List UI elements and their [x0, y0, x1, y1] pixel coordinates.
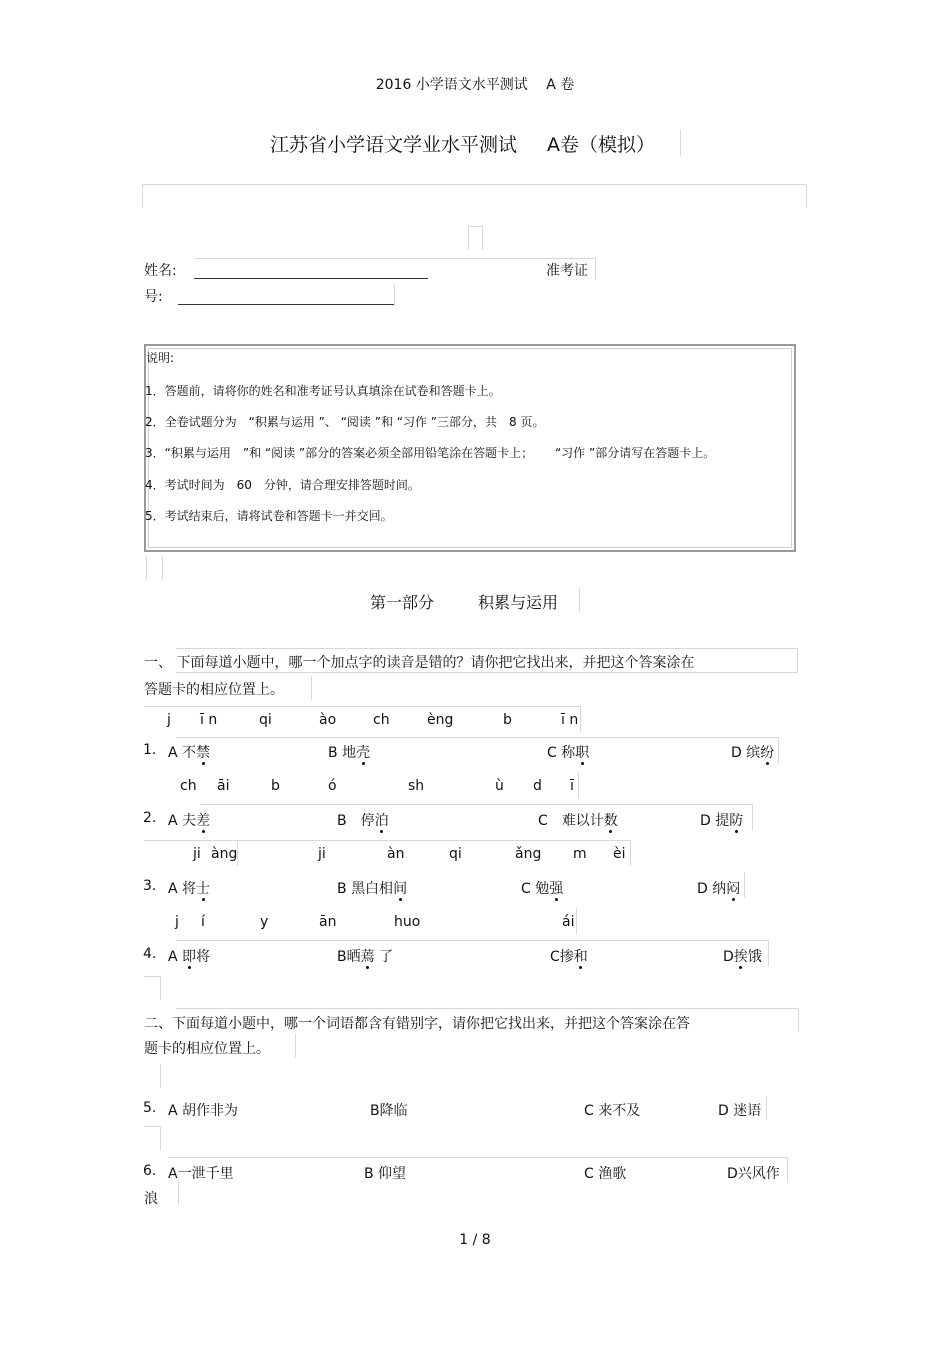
pinyin: ji — [318, 846, 326, 862]
option-letter: C — [550, 949, 560, 965]
option-text: 黑白相 — [351, 881, 394, 897]
option-a[interactable] — [168, 946, 210, 966]
option-c[interactable] — [538, 810, 618, 830]
option-letter: B — [337, 881, 347, 897]
pinyin: sh — [408, 778, 425, 794]
question-number: 1. — [143, 742, 157, 758]
option-letter: B — [337, 813, 347, 829]
pinyin: ǎng — [515, 846, 542, 862]
option-text: 称 — [561, 745, 576, 761]
option-c[interactable]: C 来不及 — [584, 1103, 641, 1119]
option-text: 不 — [182, 745, 197, 761]
option-text: 了 — [379, 949, 394, 965]
pinyin: ch — [180, 778, 197, 794]
ticket-label: 准考证 — [546, 263, 588, 279]
title-main: 江苏省小学语文学业水平测试 — [270, 134, 518, 156]
pinyin: ù — [495, 778, 504, 794]
option-letter: D — [700, 813, 711, 829]
option-text: 晒 — [346, 949, 361, 965]
pinyin: qi — [259, 712, 272, 728]
pinyin: èng — [427, 712, 454, 728]
dotted-char: 间 — [393, 881, 408, 897]
instructions-heading: 说明: — [146, 351, 175, 365]
pinyin: āi — [217, 778, 230, 794]
option-b[interactable]: B降临 — [370, 1103, 408, 1119]
option-letter: A — [168, 813, 178, 829]
part-label: 第一部分 — [370, 593, 435, 612]
option-text: 地 — [342, 745, 357, 761]
option-text: 勉 — [535, 881, 550, 897]
option-c[interactable] — [547, 742, 589, 762]
dotted-char: 和 — [573, 949, 588, 965]
option-b[interactable] — [337, 946, 393, 966]
pinyin: ch — [373, 712, 390, 728]
pinyin: b — [503, 712, 512, 728]
option-letter: B — [328, 745, 338, 761]
part-heading — [370, 590, 558, 613]
instruction-item: 4．考试时间为 60 分钟，请合理安排答题时间。 — [145, 478, 420, 492]
option-text: 掺 — [559, 949, 574, 965]
option-d[interactable]: D 迷语 — [718, 1103, 762, 1119]
option-b[interactable] — [328, 742, 370, 762]
option-c[interactable]: C 渔歌 — [584, 1166, 627, 1182]
pinyin: ào — [319, 712, 337, 728]
option-d[interactable] — [731, 742, 774, 762]
pinyin: ái — [562, 914, 575, 930]
dotted-char: 防 — [729, 813, 744, 829]
option-letter: D — [723, 949, 734, 965]
page-number: 1 / 8 — [459, 1232, 491, 1248]
option-d[interactable] — [697, 878, 740, 898]
pinyin: ji — [193, 846, 201, 862]
option-letter: D — [731, 745, 742, 761]
option-text: 缤 — [746, 745, 761, 761]
option-d[interactable]: D兴风作 — [727, 1166, 780, 1182]
option-a[interactable] — [168, 810, 210, 830]
pinyin: y — [260, 914, 269, 930]
ticket-label-cont: 号: — [144, 289, 163, 305]
name-field[interactable] — [194, 278, 428, 279]
instruction-item: 1．答题前，请将你的姓名和准考证号认真填涂在试卷和答题卡上。 — [145, 384, 501, 398]
option-letter: B — [337, 949, 347, 965]
option-b[interactable] — [337, 810, 389, 830]
pinyin: ān — [319, 914, 337, 930]
dotted-char: 闷 — [726, 881, 741, 897]
question-number: 2. — [143, 810, 157, 826]
option-text: 纳 — [712, 881, 727, 897]
question-number: 6. — [143, 1163, 157, 1179]
section-2-instruction: 二、下面每道小题中，哪一个词语都含有错别字，请你把它找出来，并把这个答案涂在答 — [144, 1016, 690, 1032]
question-number: 3. — [143, 878, 157, 894]
question-number: 5. — [143, 1100, 157, 1116]
option-text: 提 — [715, 813, 730, 829]
option-b[interactable]: B 仰望 — [364, 1166, 407, 1182]
dotted-char: 禁 — [196, 745, 211, 761]
page-title — [270, 130, 655, 157]
dotted-char: 泊 — [374, 813, 389, 829]
pinyin: ī n — [200, 712, 218, 728]
option-d[interactable] — [700, 810, 743, 830]
dotted-char: 数 — [603, 813, 618, 829]
dotted-char: 即 — [182, 949, 197, 965]
pinyin: j — [175, 914, 179, 930]
option-letter: C — [521, 881, 531, 897]
dotted-char: 强 — [549, 881, 564, 897]
option-c[interactable] — [521, 878, 563, 898]
option-c[interactable] — [550, 946, 588, 966]
pinyin: qi — [449, 846, 462, 862]
running-header: 2016 小学语文水平测试 A 卷 — [375, 77, 575, 93]
section-1-instruction: 一、 下面每道小题中，哪一个加点字的读音是错的？请你把它找出来，并把这个答案涂在 — [144, 655, 695, 671]
option-letter: D — [697, 881, 708, 897]
pinyin: huo — [394, 914, 421, 930]
dotted-char: 挨 — [733, 949, 748, 965]
pinyin: í — [201, 914, 205, 930]
option-text: 夫 — [182, 813, 197, 829]
option-letter: A — [168, 881, 178, 897]
option-text: 停 — [360, 813, 375, 829]
pinyin: b — [271, 778, 280, 794]
option-a[interactable]: A 胡作非为 — [168, 1103, 239, 1119]
instruction-item: 2．全卷试题分为 “积累与运用 ”、 “阅读 ”和 “习作 ”三部分，共 8 页。 — [145, 415, 545, 429]
pinyin: d — [533, 778, 542, 794]
dotted-char: 壳 — [356, 745, 371, 761]
dotted-char: 蔫 — [360, 949, 375, 965]
part-name: 积累与运用 — [478, 593, 559, 612]
pinyin: àn — [387, 846, 405, 862]
option-a[interactable] — [168, 742, 210, 762]
title-suffix: A卷（模拟） — [547, 134, 656, 156]
option-letter: C — [538, 813, 548, 829]
option-d-cont: 浪 — [144, 1191, 158, 1207]
pinyin: èi — [613, 846, 626, 862]
instruction-item: 3．“积累与运用 ”和 “阅读 ”部分的答案必须全部用铅笔涂在答题卡上； “习作 ”部分请写在答题卡上。 — [145, 446, 716, 460]
pinyin: ī — [570, 778, 574, 794]
pinyin: àng — [211, 846, 238, 862]
option-a[interactable] — [168, 878, 210, 898]
option-text: 将 — [182, 881, 197, 897]
option-d[interactable] — [723, 946, 762, 966]
dotted-char: 职 — [575, 745, 590, 761]
name-label: 姓名: — [144, 263, 177, 279]
option-text: 难以计 — [561, 813, 604, 829]
option-letter: A — [168, 745, 178, 761]
option-text: 将 — [196, 949, 211, 965]
option-text: 饿 — [747, 949, 762, 965]
dotted-char: 士 — [196, 881, 211, 897]
option-a[interactable]: A一泄千里 — [168, 1166, 234, 1182]
option-letter: C — [547, 745, 557, 761]
ticket-field[interactable] — [178, 304, 394, 305]
option-letter: A — [168, 949, 178, 965]
option-b[interactable] — [337, 878, 407, 898]
question-number: 4. — [143, 946, 157, 962]
dotted-char: 纷 — [760, 745, 775, 761]
pinyin: m — [573, 846, 587, 862]
pinyin: j — [167, 712, 171, 728]
dotted-char: 差 — [196, 813, 211, 829]
instruction-item: 5．考试结束后，请将试卷和答题卡一并交回。 — [145, 509, 393, 523]
section-2-instruction-cont: 题卡的相应位置上。 — [144, 1041, 270, 1057]
section-1-instruction-cont: 答题卡的相应位置上。 — [144, 682, 284, 698]
pinyin: ī n — [561, 712, 579, 728]
pinyin: ó — [328, 778, 337, 794]
